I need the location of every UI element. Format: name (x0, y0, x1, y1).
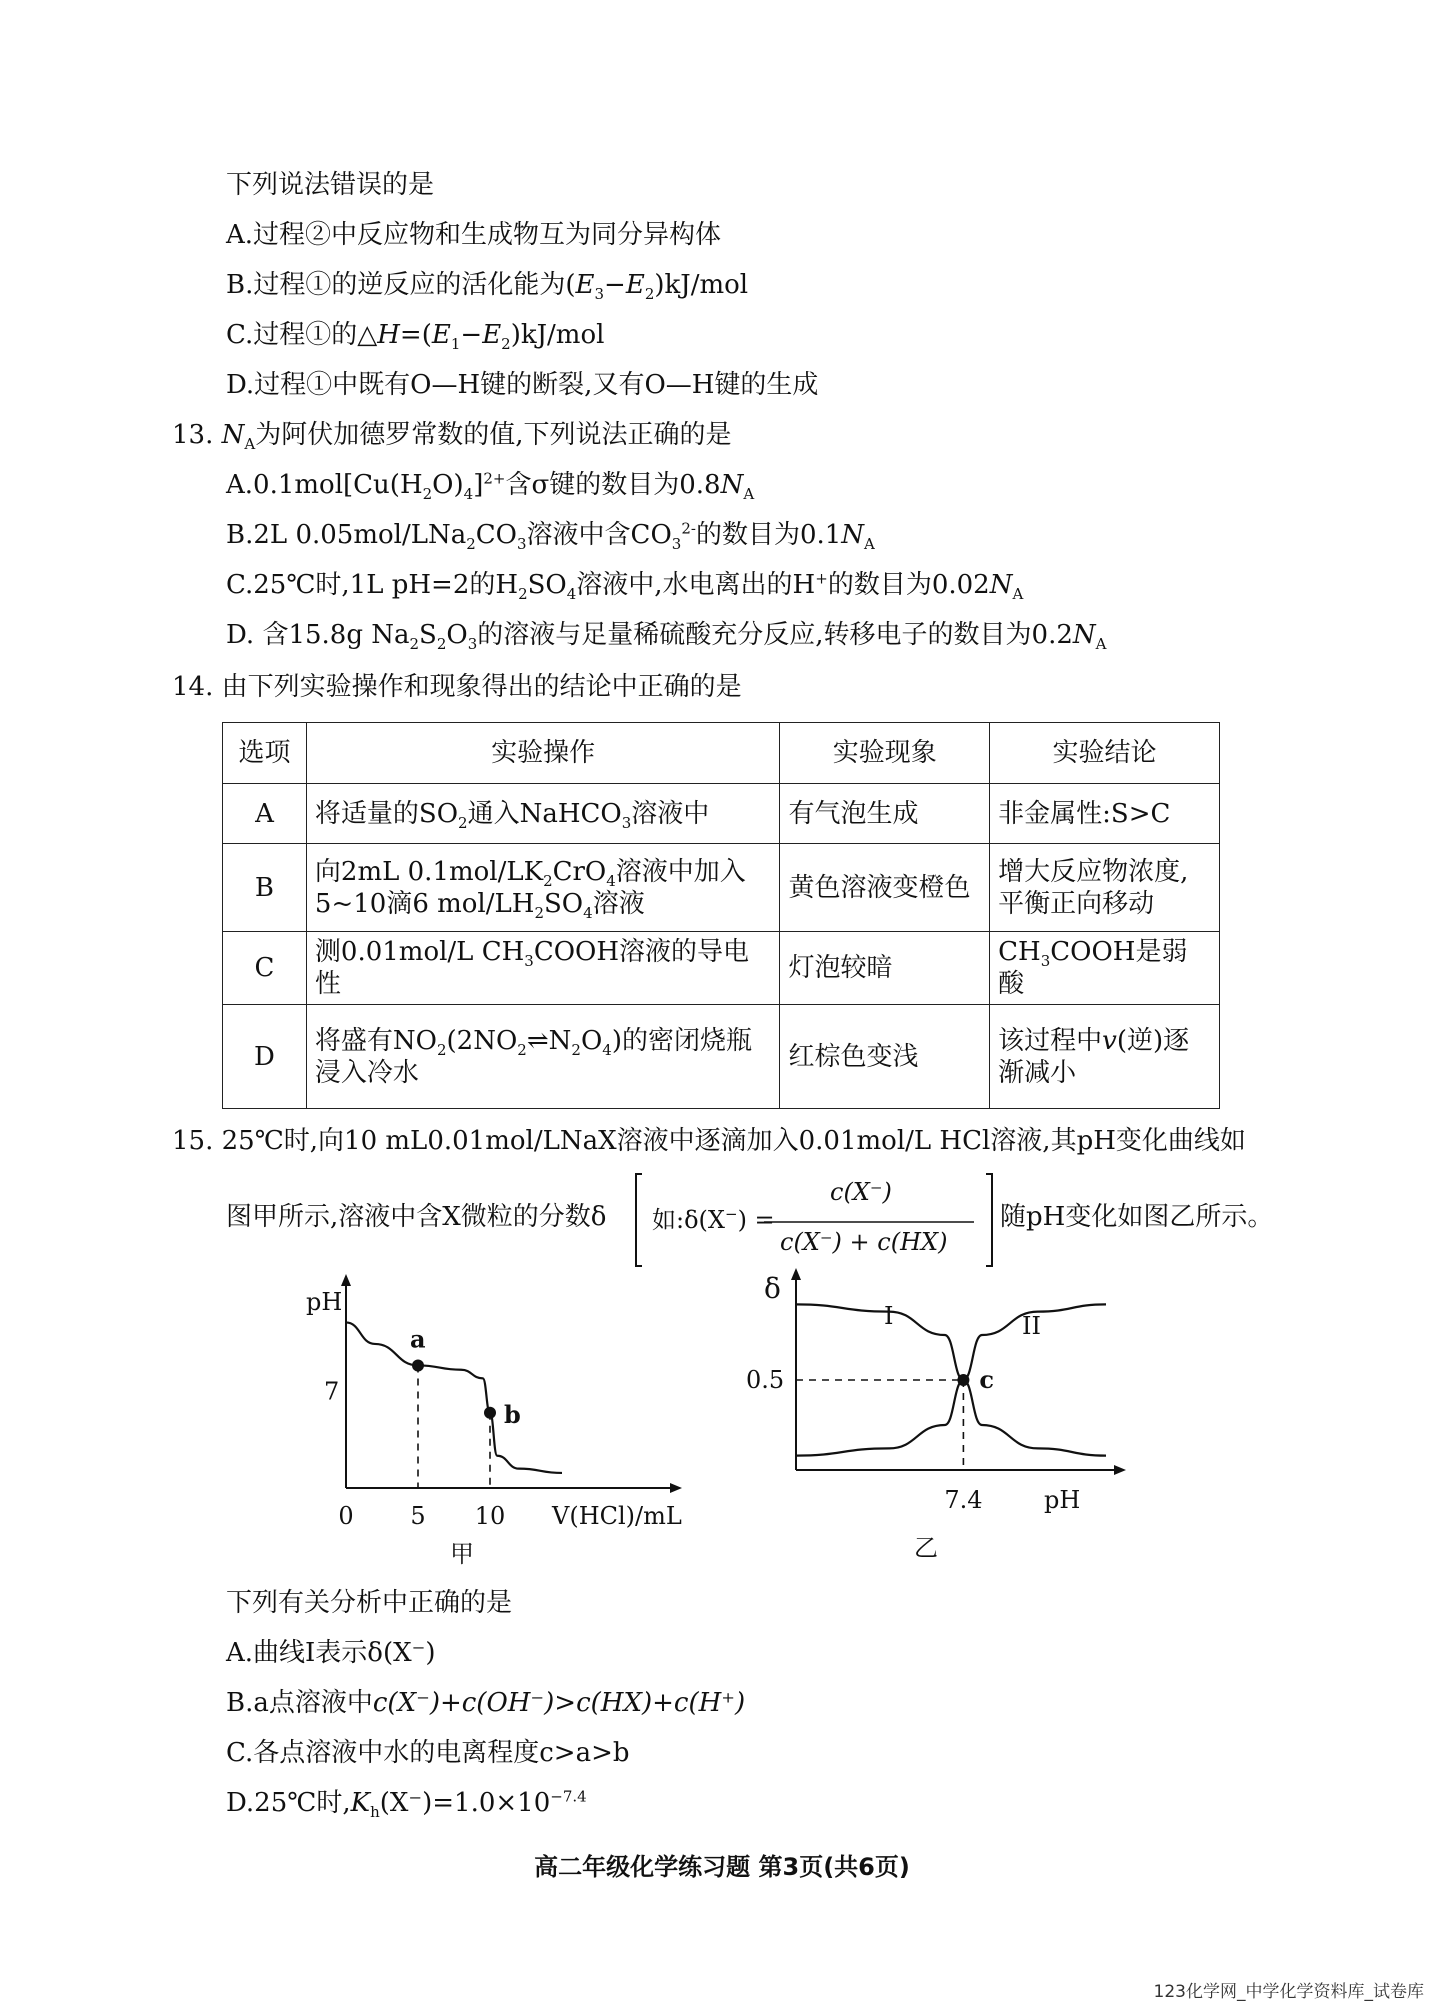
formula-numerator: c(X⁻) (830, 1178, 892, 1206)
row-operation: 测0.01mol/L $CH_3COOH$溶液的导电性 (306, 932, 780, 1005)
x-axis-label: V(HCl)/mL (552, 1502, 682, 1530)
q15-stem: 下列有关分析中正确的是 (226, 1588, 513, 1618)
row-option: C (223, 932, 307, 1005)
row-option: D (223, 1005, 307, 1109)
row-phenomenon: 有气泡生成 (780, 784, 990, 844)
header-option: 选项 (223, 723, 307, 784)
curve-i (796, 1304, 1106, 1455)
series-i-label: I (884, 1302, 894, 1330)
q12-option-a: A.过程②中反应物和生成物互为同分异构体 (226, 220, 722, 250)
q15-option-b: B.a点溶液中c(X⁻)+c(OH⁻)>c(HX)+c(H⁺) (226, 1688, 746, 1718)
row-conclusion: 该过程中v(逆)逐渐减小 (990, 1005, 1220, 1109)
q13-option-b: B.2L $0.05mol/LNa_2CO_3$溶液中含$CO_3^{2-}$的数目为$0.1N_A$ (226, 519, 875, 554)
q13-option-a: $A.0.1mol[Cu(H_2O)_4]^{2+}$含σ键的数目为$0.8N_A$ (226, 469, 755, 504)
q15-option-d: D.25℃时$,K_h(X^-)=1.0\times 10^{-7.4}$ (226, 1787, 587, 1822)
x-axis-label: pH (1044, 1486, 1081, 1514)
point-b (484, 1407, 496, 1419)
page-footer: 高二年级化学练习题 第3页(共6页) (534, 1853, 910, 1881)
series-ii-label: II (1022, 1312, 1041, 1340)
x-axis-arrow (1114, 1465, 1126, 1475)
formula-lead: 如:δ(X−) = (652, 1205, 775, 1234)
point-c-label: c (979, 1365, 995, 1394)
watermark: 123化学网_中学化学资料库_试卷库 (1153, 1982, 1424, 2002)
table-row (223, 784, 1220, 844)
row-conclusion: $CH_3COOH$是弱酸 (990, 932, 1220, 1005)
q14-stem: 14. 由下列实验操作和现象得出的结论中正确的是 (172, 672, 742, 702)
row-operation: 将盛有$NO_2(2NO_2\rightleftharpoons N_2O_4)$的密闭烧瓶浸入冷水 (306, 1005, 780, 1109)
row-phenomenon: 灯泡较暗 (780, 932, 990, 1005)
x-tick-10: 10 (474, 1502, 506, 1530)
y-axis-label: δ (764, 1272, 781, 1305)
row-option: A (223, 784, 307, 844)
chart-jia (290, 1270, 710, 1590)
row-conclusion: 增大反应物浓度,平衡正向移动 (990, 844, 1220, 932)
header-conclusion: 实验结论 (990, 723, 1220, 784)
q15-option-a: A.曲线Ⅰ表示δ(X⁻) (226, 1638, 436, 1668)
q13-stem: 13. $N_A$为阿伏加德罗常数的值,下列说法正确的是 (172, 420, 732, 454)
table-row (223, 1005, 1220, 1109)
y-axis-label: pH (306, 1288, 343, 1316)
header-operation: 实验操作 (306, 723, 780, 784)
q13-option-c: C.25℃时,1L pH=2的$H_2SO_4$溶液中,水电离出的H+的数目为$0.02N_A$ (226, 569, 1024, 604)
x-tick-0: 0 (338, 1502, 354, 1530)
x-axis-arrow (670, 1483, 682, 1493)
point-a-label: a (410, 1324, 426, 1354)
q15-line1: 15. 25℃时,向10 mL0.01mol/LNaX溶液中逐滴加入0.01mol/L HCl溶液,其pH变化曲线如 (172, 1126, 1246, 1156)
q12-option-b: B.过程①的逆反应的活化能为$(E_3-E_2)kJ$/mol (226, 270, 749, 304)
chart-yi (740, 1260, 1160, 1590)
y-axis-arrow (341, 1274, 351, 1286)
row-conclusion: 非金属性:S>C (990, 784, 1220, 844)
curve-ii (796, 1304, 1106, 1455)
q15-option-c: C.各点溶液中水的电离程度c>a>b (226, 1738, 630, 1768)
q12-option-c: C.过程①的$\triangle H=(E_1-E_2)kJ$/mol (226, 320, 605, 354)
q13-option-d: D. 含15.8g $Na_2S_2O_3$的溶液与足量稀硫酸充分反应,转移电子的数目为$0.2N_A$ (226, 620, 1107, 654)
formula-denominator: c(X⁻) + c(HX) (780, 1228, 948, 1256)
row-operation: 将适量的$SO_2$通入NaHCO$_3$溶液中 (306, 784, 780, 844)
y-tick-7: 7 (324, 1377, 340, 1406)
row-phenomenon: 黄色溶液变橙色 (780, 844, 990, 932)
chart-title: 乙 (914, 1534, 938, 1562)
table-row (223, 932, 1220, 1005)
chart-title: 甲 (450, 1540, 474, 1568)
experiment-table (222, 722, 1220, 1109)
row-option: B (223, 844, 307, 932)
table-header-row (223, 723, 1220, 784)
q15-line2-pre: 图甲所示,溶液中含X微粒的分数δ (226, 1202, 607, 1232)
row-phenomenon: 红棕色变浅 (780, 1005, 990, 1109)
y-axis-arrow (791, 1268, 801, 1280)
q12-stem: 下列说法错误的是 (226, 170, 435, 200)
ph-curve (346, 1322, 562, 1473)
point-a (412, 1359, 424, 1371)
row-operation: 向2mL $0.1mol/LK_2CrO_4$溶液中加入5~10滴6 mol/$LH_2SO_4$溶液 (306, 844, 780, 932)
q15-line2-post: 随pH变化如图乙所示。 (1000, 1202, 1274, 1232)
point-b-label: b (504, 1399, 521, 1429)
point-c (957, 1374, 969, 1386)
x-tick-7.4: 7.4 (944, 1486, 983, 1514)
header-phenomenon: 实验现象 (780, 723, 990, 784)
q12-option-d: D.过程①中既有O—H键的断裂,又有O—H键的生成 (226, 370, 819, 400)
y-tick-0.5: 0.5 (746, 1366, 785, 1394)
table-row (223, 844, 1220, 932)
x-tick-5: 5 (410, 1502, 426, 1530)
